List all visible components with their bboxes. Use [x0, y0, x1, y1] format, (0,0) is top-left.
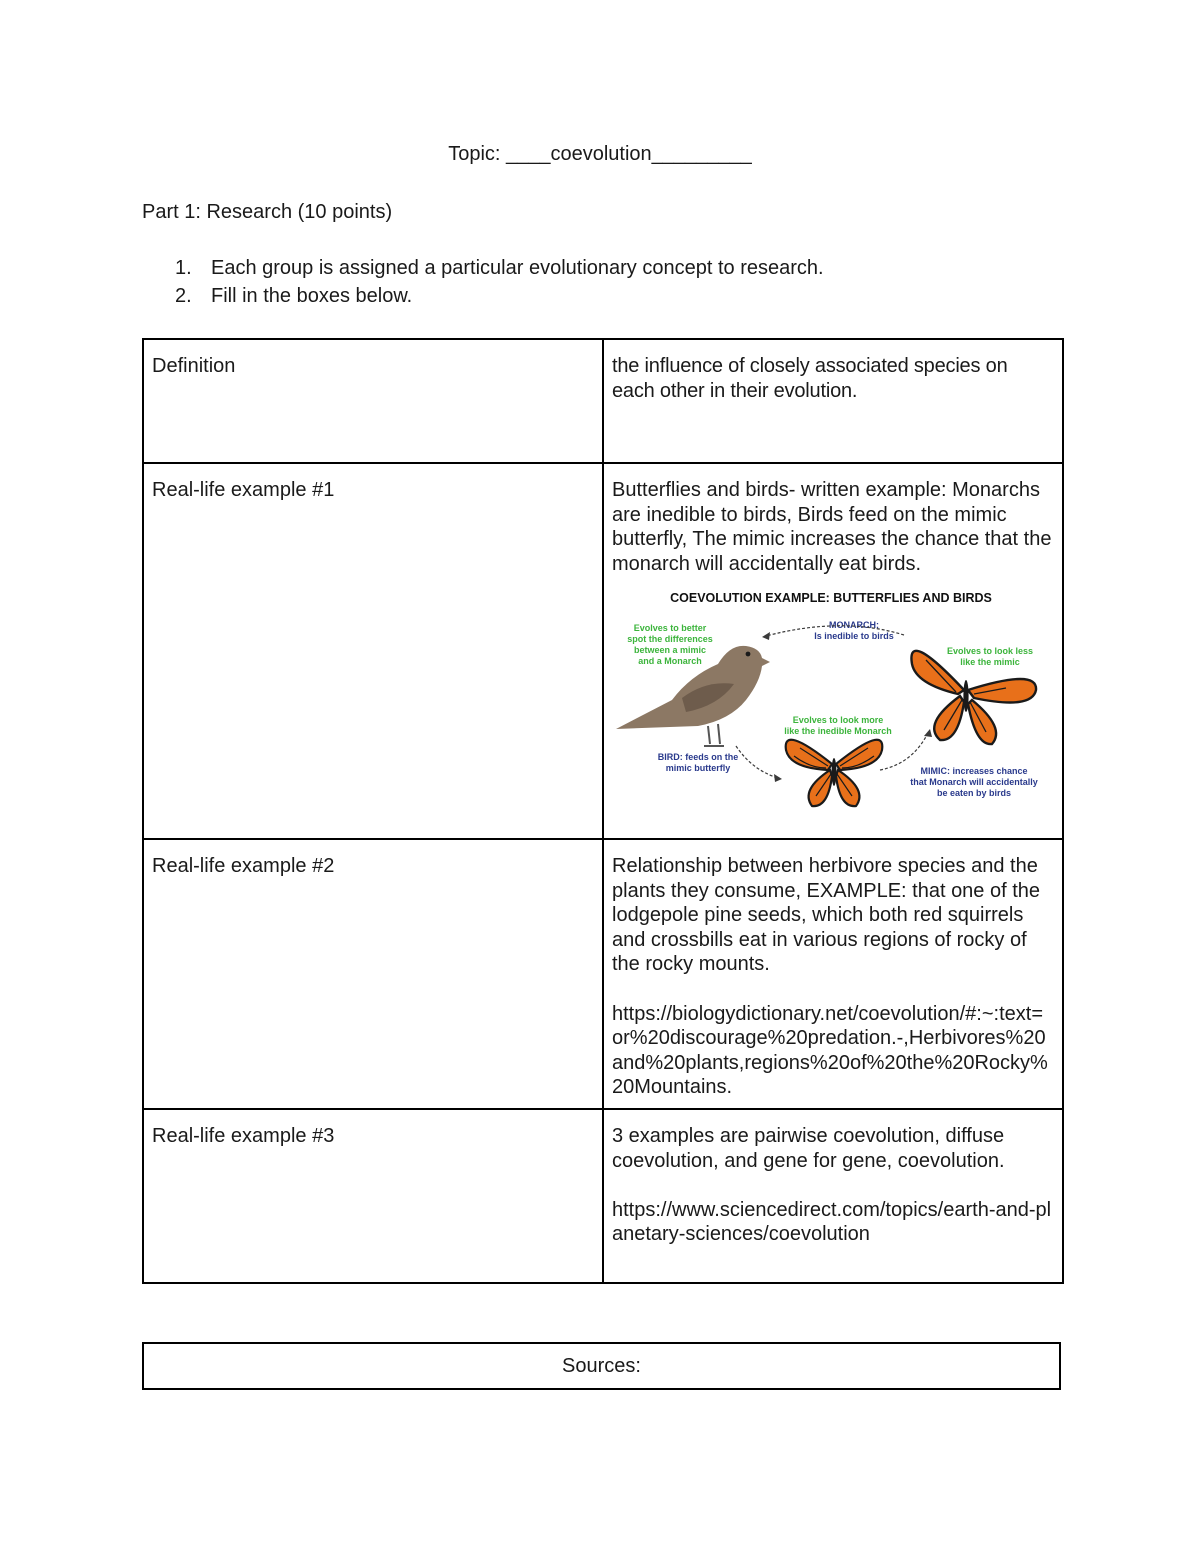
table-row	[143, 339, 1063, 463]
monarch-label: Is inedible to birds	[814, 631, 894, 642]
arrow-mimic-to-monarch	[880, 733, 928, 770]
arrowhead	[762, 632, 770, 640]
mimic-label: that Monarch will accidentally	[910, 777, 1038, 788]
example2-cell	[603, 839, 1063, 1109]
bird-label: BIRD: feeds on the	[657, 752, 739, 763]
example3-url: https://www.sciencedirect.com/topics/earth-and-planetary-sciences/coevolution	[612, 1198, 1052, 1246]
definition-label: Definition	[143, 339, 603, 463]
mimic-evolves-text: Evolves to look more	[792, 715, 884, 726]
arrowhead	[774, 774, 782, 782]
bird-evolves-text: and a Monarch	[638, 656, 702, 667]
figure-title: COEVOLUTION EXAMPLE: BUTTERFLIES AND BIRDS	[670, 591, 992, 606]
coevolution-diagram	[612, 588, 1050, 810]
example2-url: https://biologydictionary.net/coevolution/#:~:text=or%20discourage%20predation.-,Herbivores%20and%20plants,regions%20of%20the%20Rocky%20Mountains.	[612, 1002, 1048, 1099]
instruction-text: Each group is assigned a particular evolutionary concept to research.	[211, 257, 824, 279]
sources-box: Sources:	[142, 1342, 1061, 1390]
instruction-number: 2.	[175, 285, 192, 307]
instruction-item	[142, 282, 824, 310]
topic-line: Topic: ____coevolution_________	[448, 143, 752, 165]
bird-evolves-text: spot the differences	[627, 634, 713, 645]
instructions-list	[142, 254, 824, 310]
example3-label: Real-life example #3	[143, 1109, 603, 1283]
example2-text: Relationship between herbivore species and the plants they consume, EXAMPLE: that one of the lodgepole pine seeds, which both red squirrels and crossbills eat in various regions of rocky of the rocky mounts.	[612, 855, 1041, 976]
instruction-number: 1.	[175, 257, 192, 279]
bird-evolves-text: between a mimic	[633, 645, 707, 656]
bird-evolves-text: Evolves to better	[633, 623, 707, 634]
example2-label: Real-life example #2	[143, 839, 603, 1109]
arrow-bird-to-mimic	[736, 746, 778, 778]
monarch-evolves-text: Evolves to look less	[946, 646, 1034, 657]
part-heading: Part 1: Research (10 points)	[142, 201, 393, 223]
mimic-butterfly-icon	[786, 740, 883, 806]
example3-text: 3 examples are pairwise coevolution, diffuse coevolution, and gene for gene, coevolution.	[612, 1125, 1005, 1172]
bird-label: mimic butterfly	[665, 763, 731, 774]
example3-cell	[603, 1109, 1063, 1283]
table-row	[143, 839, 1063, 1109]
table-row	[143, 463, 1063, 839]
instruction-text: Fill in the boxes below.	[211, 285, 413, 307]
coevolution-figure	[612, 588, 1050, 810]
example1-cell	[603, 463, 1063, 839]
mimic-label: be eaten by birds	[936, 788, 1012, 799]
monarch-label: MONARCH:	[829, 620, 879, 631]
mimic-label: MIMIC: increases chance	[920, 766, 1028, 777]
table-row	[143, 1109, 1063, 1283]
definition-text: the influence of closely associated species on each other in their evolution.	[603, 339, 1063, 463]
monarch-evolves-text: like the mimic	[960, 657, 1020, 668]
mimic-evolves-text: like the inedible Monarch	[784, 726, 892, 737]
arrowhead	[924, 729, 932, 737]
example1-label: Real-life example #1	[143, 463, 603, 839]
research-table	[142, 338, 1064, 1284]
instruction-item	[142, 254, 824, 282]
example1-text: Butterflies and birds- written example: Monarchs are inedible to birds, Birds feed on the mimic butterfly, The mimic increases the chance that the monarch will accidentally eat birds.	[612, 479, 1052, 575]
